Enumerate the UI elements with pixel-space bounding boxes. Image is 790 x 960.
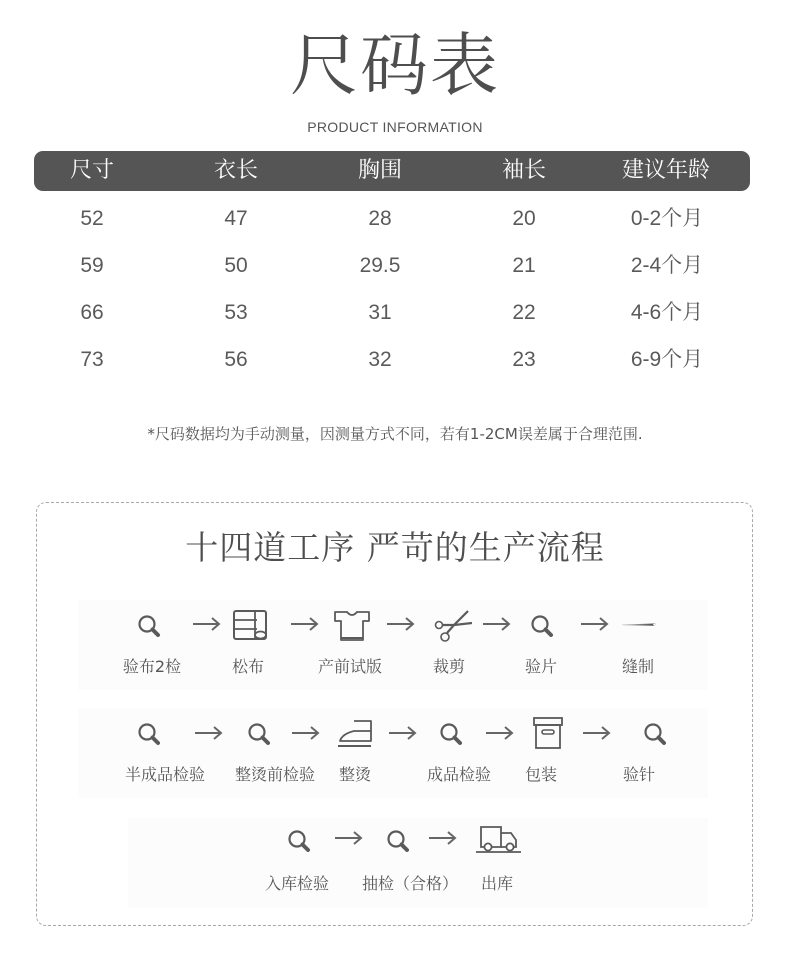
step-label: 缝制 <box>621 657 655 676</box>
cell-length: 47 <box>224 207 248 230</box>
magnifier-icon <box>240 717 280 753</box>
step-label: 整烫前检验 <box>234 765 316 784</box>
step-label: 松布 <box>231 657 265 676</box>
box-icon <box>528 715 568 751</box>
magnifier-icon <box>280 824 320 860</box>
arrow-right-icon <box>334 831 364 845</box>
arrow-right-icon <box>482 617 512 631</box>
step-label: 半成品检验 <box>124 765 206 784</box>
iron-icon <box>336 715 376 751</box>
table-row <box>0 347 790 387</box>
scissors-icon <box>432 607 472 643</box>
step-label: 验布2检 <box>122 657 182 676</box>
step-label: 验片 <box>524 657 558 676</box>
measurement-note: *尺码数据均为手动测量，因测量方式不同，若有1-2CM误差属于合理范围. <box>147 425 643 443</box>
cell-size: 73 <box>80 348 104 371</box>
arrow-right-icon <box>388 726 418 740</box>
needle-icon <box>620 607 660 643</box>
magnifier-icon <box>130 717 170 753</box>
table-row <box>0 253 790 293</box>
table-row <box>0 206 790 246</box>
arrow-right-icon <box>290 617 320 631</box>
arrow-right-icon <box>582 726 612 740</box>
cell-length: 50 <box>224 254 248 277</box>
step-label: 整烫 <box>338 765 372 784</box>
step-label: 裁剪 <box>432 657 466 676</box>
cell-chest: 28 <box>368 207 392 230</box>
column-header-length: 衣长 <box>213 158 258 183</box>
step-label: 验针 <box>622 765 656 784</box>
cell-length: 53 <box>224 301 248 324</box>
step-label: 包装 <box>524 765 558 784</box>
process-title: 十四道工序 严苛的生产流程 <box>185 528 605 567</box>
page-subtitle: PRODUCT INFORMATION <box>307 119 483 135</box>
size-table-header <box>34 151 750 191</box>
arrow-right-icon <box>194 726 224 740</box>
arrow-right-icon <box>580 617 610 631</box>
fabric-roll-icon <box>231 607 271 643</box>
cell-age: 0-2个月 <box>630 207 704 230</box>
step-label: 入库检验 <box>264 874 330 893</box>
cell-age: 2-4个月 <box>630 254 704 277</box>
cell-age: 4-6个月 <box>630 301 704 324</box>
cell-sleeve: 22 <box>512 301 536 324</box>
cell-size: 59 <box>80 254 104 277</box>
step-label: 成品检验 <box>426 765 492 784</box>
magnifier-icon <box>523 609 563 645</box>
cell-chest: 31 <box>368 301 392 324</box>
page-title: 尺码表 <box>289 27 500 106</box>
arrow-right-icon <box>192 617 222 631</box>
truck-icon <box>475 820 523 856</box>
column-header-age: 建议年龄 <box>621 158 710 183</box>
magnifier-icon <box>130 609 170 645</box>
step-label: 产前试版 <box>317 657 383 676</box>
arrow-right-icon <box>485 726 515 740</box>
cell-sleeve: 20 <box>512 207 536 230</box>
arrow-right-icon <box>386 617 416 631</box>
arrow-right-icon <box>291 726 321 740</box>
cell-size: 52 <box>80 207 104 230</box>
cell-chest: 32 <box>368 348 392 371</box>
column-header-size: 尺寸 <box>69 158 114 183</box>
step-label: 出库 <box>480 874 514 893</box>
step-label: 抽检（合格） <box>361 874 459 893</box>
column-header-sleeve: 袖长 <box>501 158 546 183</box>
column-header-chest: 胸围 <box>357 158 402 183</box>
cell-age: 6-9个月 <box>630 348 704 371</box>
tshirt-icon <box>332 607 372 643</box>
cell-chest: 29.5 <box>359 254 401 277</box>
magnifier-icon <box>636 717 676 753</box>
cell-sleeve: 21 <box>512 254 536 277</box>
magnifier-icon <box>379 824 419 860</box>
table-row <box>0 300 790 340</box>
magnifier-icon <box>432 717 472 753</box>
cell-length: 56 <box>224 348 248 371</box>
arrow-right-icon <box>428 831 458 845</box>
cell-sleeve: 23 <box>512 348 536 371</box>
cell-size: 66 <box>80 301 104 324</box>
